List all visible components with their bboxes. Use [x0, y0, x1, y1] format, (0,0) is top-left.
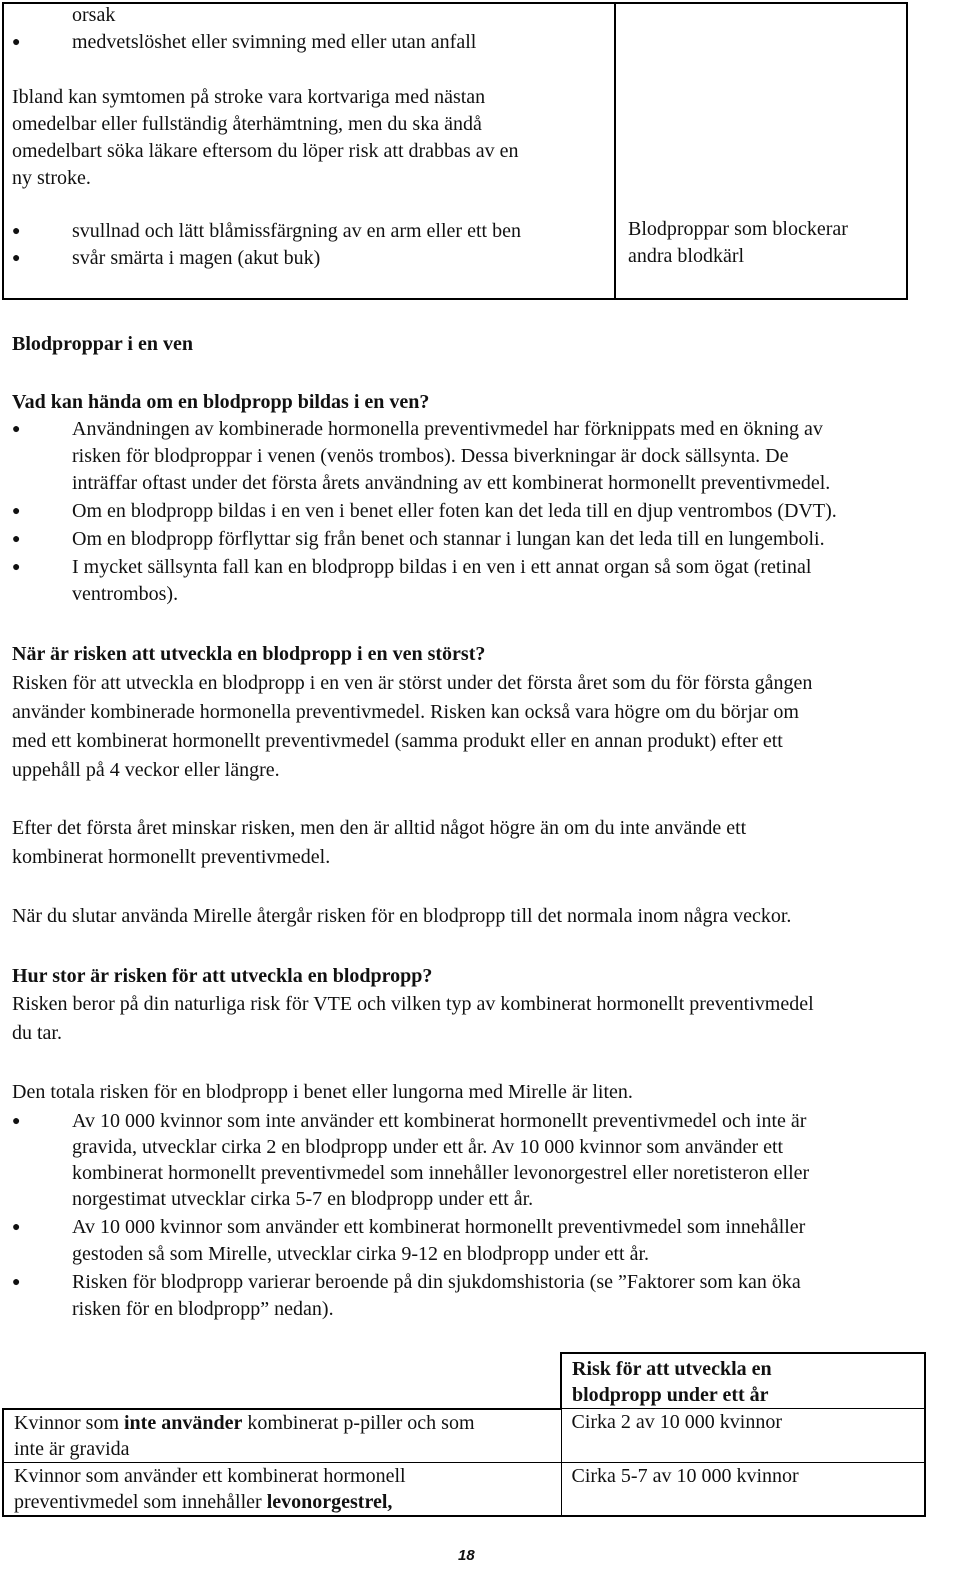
- paragraph-line: Efter det första året minskar risken, men den är alltid något högre än om du inte använde ett: [12, 817, 747, 839]
- bullet-icon: ●: [12, 422, 21, 437]
- question-heading: Hur stor är risken för att utveckla en blodpropp?: [12, 965, 433, 987]
- bullet-icon: ●: [12, 1275, 21, 1290]
- list-item-line: I mycket sällsynta fall kan en blodpropp bildas i en ven i ett annat organ så som ögat (retinal: [72, 556, 812, 578]
- paragraph-line: Den totala risken för en blodpropp i benet eller lungorna med Mirelle är liten.: [12, 1081, 633, 1103]
- paragraph-line: Risken beror på din naturliga risk för VTE och vilken typ av kombinerat hormonellt preventivmedel: [12, 993, 814, 1015]
- paragraph-line: uppehåll på 4 veckor eller längre.: [12, 759, 280, 781]
- continued-text: orsak: [72, 4, 116, 26]
- question-heading: När är risken att utveckla en blodpropp i en ven störst?: [12, 643, 486, 665]
- risk-header-cell: [561, 1353, 925, 1409]
- risk-row-value: [561, 1409, 925, 1463]
- bullet-icon: ●: [12, 35, 21, 50]
- paragraph-line: du tar.: [12, 1022, 62, 1044]
- risk-value: Cirka 5-7 av 10 000 kvinnor: [571, 1464, 799, 1487]
- stroke-para-line: omedelbart söka läkare eftersom du löper risk att drabbas av en: [12, 140, 519, 162]
- list-item-line: gravida, utvecklar cirka 2 en blodpropp under ett år. Av 10 000 kvinnor som använder ett: [72, 1136, 784, 1158]
- list-item-line: Av 10 000 kvinnor som inte använder ett kombinerat hormonellt preventivmedel och inte är: [72, 1110, 807, 1132]
- list-item-line: Risken för blodpropp varierar beroende på din sjukdomshistoria (se ”Faktorer som kan öka: [72, 1271, 801, 1293]
- section-heading: Blodproppar i en ven: [12, 333, 193, 355]
- list-item-line: Av 10 000 kvinnor som använder ett kombinerat hormonellt preventivmedel som innehåller: [72, 1216, 806, 1238]
- label-text: Kvinnor som använder ett kombinerat hormonell: [14, 1464, 406, 1487]
- label-bold: inte använder: [124, 1411, 243, 1434]
- list-item-line: kombinerat hormonellt preventivmedel som innehåller levonorgestrel eller noretisteron eller: [72, 1162, 810, 1184]
- stroke-para-line: ny stroke.: [12, 167, 91, 189]
- risk-row-label: [3, 1462, 561, 1516]
- risk-header-line: blodpropp under ett år: [572, 1384, 769, 1406]
- paragraph-line: Risken för att utveckla en blodpropp i en ven är störst under det första året som du för första gången: [12, 672, 813, 694]
- stroke-para-line: Ibland kan symtomen på stroke vara kortvariga med nästan: [12, 86, 486, 108]
- list-item-line: Om en blodpropp bildas i en ven i benet eller foten kan det leda till en djup ventrombos (DVT).: [72, 500, 837, 522]
- paragraph-line: När du slutar använda Mirelle återgår risken för en blodpropp till det normala inom några veckor.: [12, 905, 792, 927]
- risk-row-label: [3, 1409, 561, 1463]
- list-item-line: ventrombos).: [72, 583, 179, 605]
- list-item-line: risken för en blodpropp” nedan).: [72, 1298, 334, 1320]
- symptom-item: svår smärta i magen (akut buk): [72, 247, 321, 269]
- condition-label: Blodproppar som blockerar: [628, 218, 848, 240]
- bullet-icon: ●: [12, 532, 21, 547]
- label-text: preventivmedel som innehåller: [14, 1490, 267, 1513]
- list-item-line: inträffar oftast under det första årets användning av ett kombinerat hormonellt preventivmedel.: [72, 472, 831, 494]
- list-item-line: norgestimat utvecklar cirka 5-7 en blodpropp under ett år.: [72, 1188, 534, 1210]
- symptom-item: medvetslöshet eller svimning med eller utan anfall: [72, 31, 477, 53]
- paragraph-line: kombinerat hormonellt preventivmedel.: [12, 846, 331, 868]
- list-item-line: risken för blodproppar i venen (venös trombos). Dessa biverkningar är dock sällsynta. De: [72, 445, 789, 467]
- paragraph-line: med ett kombinerat hormonellt preventivmedel (samma produkt eller en annan produkt) efter ett: [12, 730, 783, 752]
- label-bold: levonorgestrel,: [266, 1490, 393, 1513]
- stroke-para-line: omedelbar eller fullständig återhämtning, men du ska ändå: [12, 113, 482, 135]
- bullet-icon: ●: [12, 224, 21, 239]
- question-heading: Vad kan hända om en blodpropp bildas i en ven?: [12, 391, 430, 413]
- empty-header-cell: [3, 1353, 561, 1409]
- table-divider: [614, 2, 616, 300]
- condition-label: andra blodkärl: [628, 245, 745, 267]
- list-item-line: gestoden så som Mirelle, utvecklar cirka 9-12 en blodpropp under ett år.: [72, 1243, 650, 1265]
- list-item-line: Användningen av kombinerade hormonella preventivmedel har förknippats med en ökning av: [72, 418, 823, 440]
- bullet-icon: ●: [12, 1114, 21, 1129]
- symptom-item: svullnad och lätt blåmissfärgning av en arm eller ett ben: [72, 220, 521, 242]
- bullet-icon: ●: [12, 251, 21, 266]
- bullet-icon: ●: [12, 504, 21, 519]
- label-text: Kvinnor som: [14, 1411, 124, 1434]
- risk-header-line: Risk för att utveckla en: [572, 1358, 772, 1380]
- bullet-icon: ●: [12, 1220, 21, 1235]
- label-text: inte är gravida: [14, 1437, 130, 1460]
- label-text: kombinerat p-piller och som: [242, 1411, 475, 1434]
- risk-table: [2, 1352, 926, 1517]
- risk-value: Cirka 2 av 10 000 kvinnor: [571, 1411, 783, 1433]
- list-item-line: Om en blodpropp förflyttar sig från benet och stannar i lungan kan det leda till en lungemboli.: [72, 528, 825, 550]
- page-number: 18: [458, 1547, 475, 1564]
- paragraph-line: använder kombinerade hormonella preventivmedel. Risken kan också vara högre om du börjar om: [12, 701, 799, 723]
- bullet-icon: ●: [12, 560, 21, 575]
- risk-row-value: [561, 1462, 925, 1516]
